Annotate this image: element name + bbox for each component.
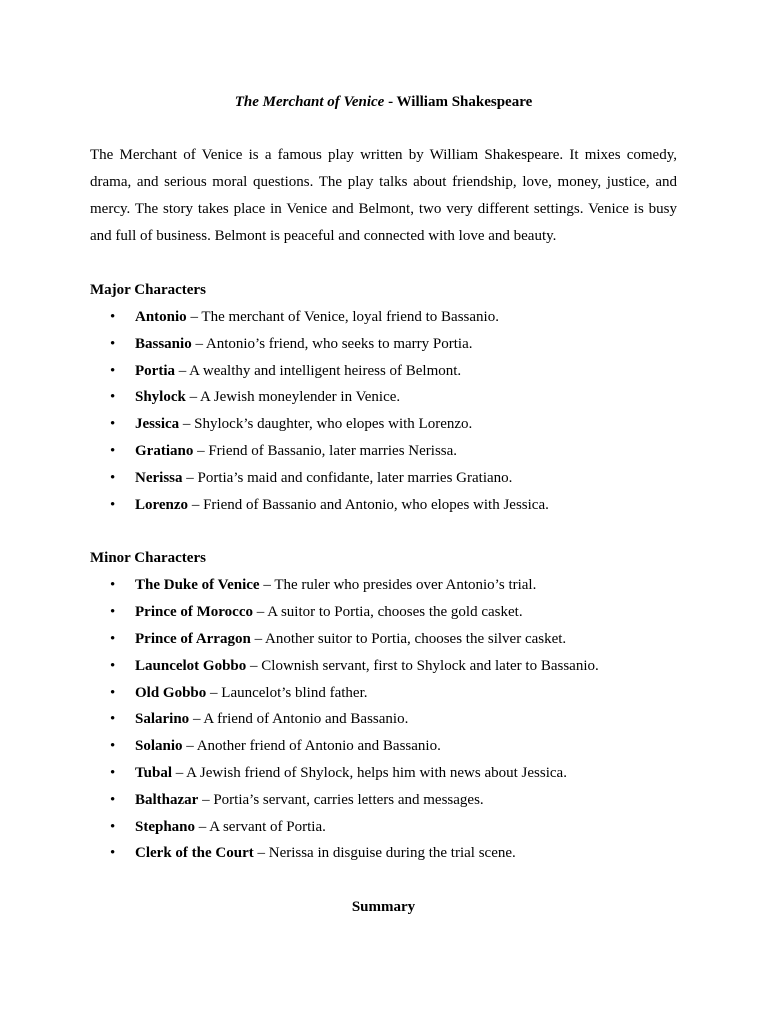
character-name: Tubal (135, 764, 172, 781)
character-description: – A friend of Antonio and Bassanio. (189, 711, 409, 728)
list-item (90, 331, 677, 358)
character-description: – A servant of Portia. (195, 818, 326, 835)
bullet-icon: • (110, 764, 116, 781)
character-name: Jessica (135, 416, 180, 433)
list-item (90, 465, 677, 492)
list-item (90, 733, 677, 760)
character-name: Solanio (135, 738, 183, 755)
bullet-icon: • (110, 335, 116, 352)
character-name: Stephano (135, 818, 196, 835)
character-description: – A wealthy and intelligent heiress of Belmont. (174, 362, 462, 379)
bullet-icon: • (110, 738, 116, 755)
character-name: Bassanio (135, 335, 192, 352)
bullet-icon: • (110, 818, 116, 835)
character-description: – Launcelot’s blind father. (206, 684, 368, 701)
title-author: William Shakespeare (396, 94, 533, 110)
document-page (90, 90, 677, 921)
list-item (90, 680, 677, 707)
bullet-icon: • (110, 791, 116, 808)
character-description: – Shylock’s daughter, who elopes with Lorenzo. (179, 416, 473, 433)
list-item (90, 599, 677, 626)
character-description: – Portia’s servant, carries letters and messages. (198, 791, 484, 808)
minor-characters-list (90, 572, 677, 867)
character-name: Nerissa (135, 469, 183, 486)
bullet-icon: • (110, 496, 116, 513)
bullet-icon: • (110, 630, 116, 647)
list-item (90, 384, 677, 411)
list-item (90, 814, 677, 841)
character-description: – The merchant of Venice, loyal friend to Bassanio. (186, 309, 499, 325)
bullet-icon: • (110, 604, 116, 621)
bullet-icon: • (110, 577, 116, 594)
bullet-icon: • (110, 657, 116, 674)
character-description: – A Jewish moneylender in Venice. (185, 389, 401, 406)
character-name: Gratiano (135, 442, 194, 459)
intro-paragraph: The Merchant of Venice is a famous play written by William Shakespeare. It mixes comedy, drama, and serious moral questions. The play talks about friendship, love, money, justice, and mercy. The story takes place in Venice and Belmont, two very different settings. Venice is busy and full of business. Belmont is peaceful and connected with love and beauty. (90, 147, 677, 244)
list-item (90, 438, 677, 465)
list-item (90, 304, 677, 331)
character-description: – Another suitor to Portia, chooses the silver casket. (250, 630, 567, 647)
character-name: Old Gobbo (135, 684, 207, 701)
bullet-icon: • (110, 416, 116, 433)
character-name: The Duke of Venice (135, 577, 260, 594)
title-work: The Merchant of Venice (234, 94, 385, 110)
character-description: – Nerissa in disguise during the trial scene. (253, 845, 516, 862)
list-item (90, 626, 677, 653)
character-name: Antonio (135, 309, 187, 325)
character-name: Salarino (135, 711, 190, 728)
character-name: Shylock (135, 389, 186, 406)
character-description: – A suitor to Portia, chooses the gold casket. (253, 604, 523, 621)
bullet-icon: • (110, 442, 116, 459)
major-characters-heading: Major Characters (90, 282, 206, 298)
character-description: – Friend of Bassanio, later marries Nerissa. (193, 442, 458, 459)
character-description: – Antonio’s friend, who seeks to marry Portia. (191, 335, 473, 352)
list-item (90, 760, 677, 787)
character-description: – Portia’s maid and confidante, later marries Gratiano. (182, 469, 513, 486)
bullet-icon: • (110, 389, 116, 406)
bullet-icon: • (110, 845, 116, 862)
bullet-icon: • (110, 362, 116, 379)
character-name: Clerk of the Court (135, 845, 254, 862)
list-item (90, 572, 677, 599)
bullet-icon: • (110, 309, 116, 325)
character-description: – The ruler who presides over Antonio’s trial. (259, 577, 537, 594)
character-description: – A Jewish friend of Shylock, helps him with news about Jessica. (171, 764, 567, 781)
major-characters-list (90, 304, 677, 518)
character-name: Prince of Morocco (135, 604, 254, 621)
list-item (90, 787, 677, 814)
character-description: – Friend of Bassanio and Antonio, who elopes with Jessica. (188, 496, 549, 513)
character-name: Lorenzo (135, 496, 189, 513)
summary-heading: Summary (351, 899, 416, 916)
list-item (90, 358, 677, 385)
character-name: Prince of Arragon (135, 630, 251, 647)
list-item (90, 653, 677, 680)
bullet-icon: • (110, 469, 116, 486)
character-name: Balthazar (135, 791, 199, 808)
title-separator: - (384, 94, 397, 110)
list-item (90, 492, 677, 519)
list-item (90, 411, 677, 438)
minor-characters-heading: Minor Characters (90, 550, 206, 567)
character-name: Launcelot Gobbo (135, 657, 247, 674)
list-item (90, 840, 677, 867)
character-description: – Clownish servant, first to Shylock and later to Bassanio. (246, 657, 599, 674)
character-description: – Another friend of Antonio and Bassanio. (182, 738, 441, 755)
document-title (90, 90, 677, 114)
bullet-icon: • (110, 684, 116, 701)
bullet-icon: • (110, 711, 116, 728)
character-name: Portia (135, 362, 175, 379)
list-item (90, 706, 677, 733)
